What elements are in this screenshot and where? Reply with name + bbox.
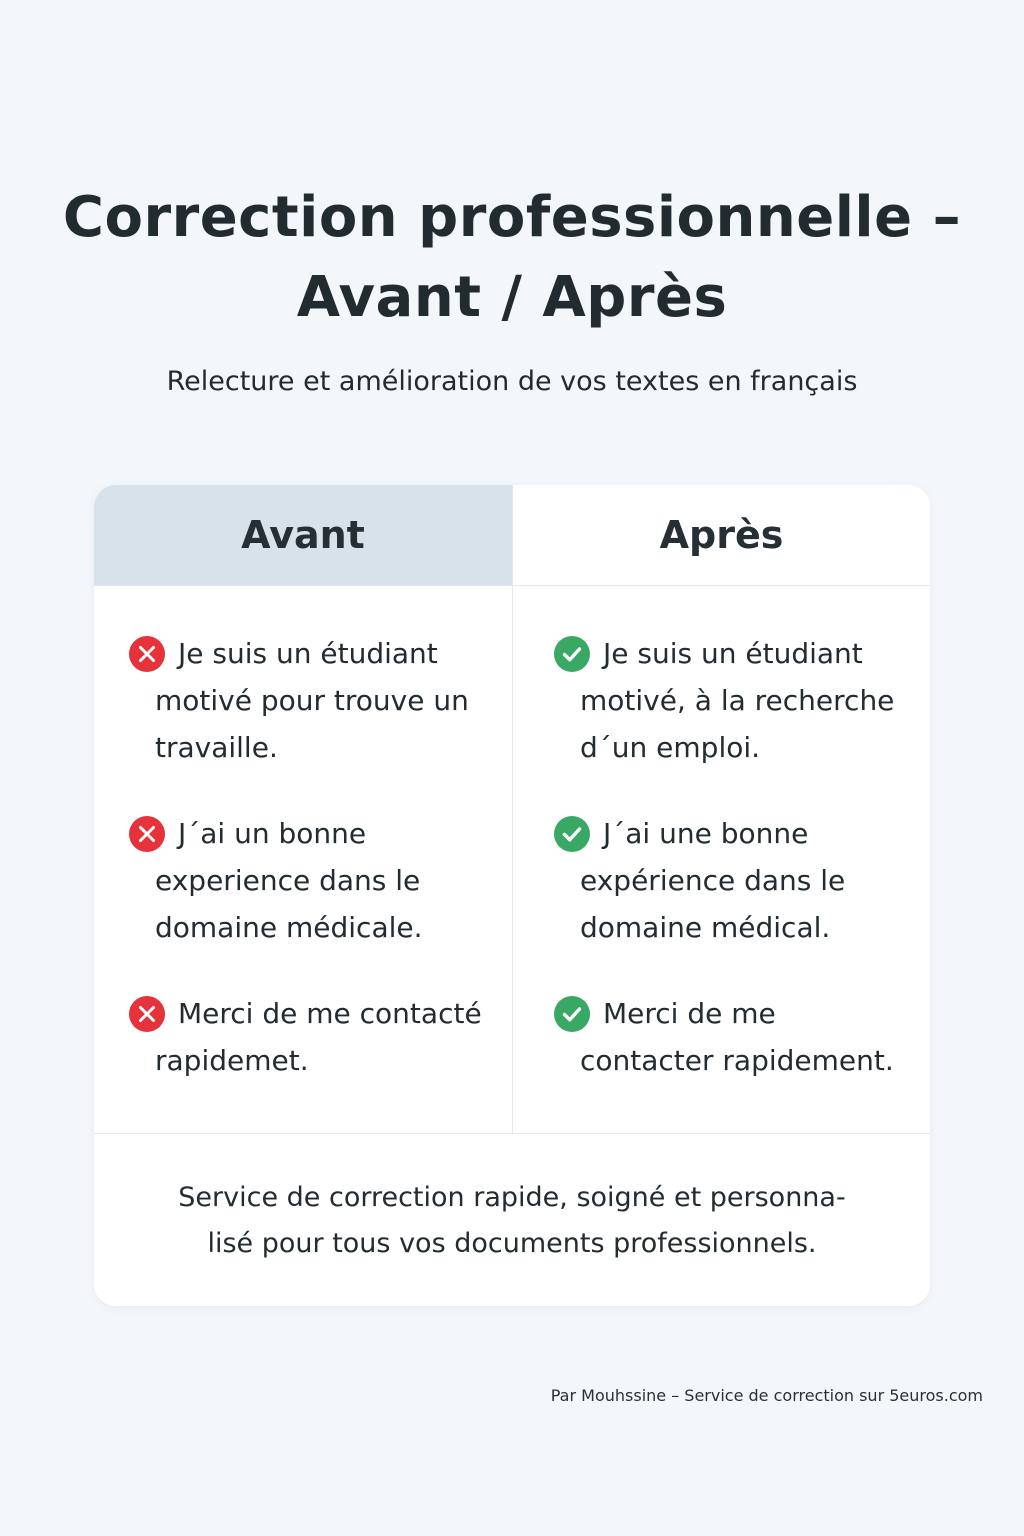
page-subtitle: Relecture et amélioration de vos textes en français (166, 366, 858, 397)
column-divider (512, 585, 513, 1133)
check-icon (554, 996, 590, 1032)
after-item-1 (554, 630, 914, 771)
page-title-line-2: Avant / Après (296, 265, 728, 330)
error-x-icon (129, 996, 165, 1032)
after-item-text: Je suis un étudiant motivé, à la recherche d´un emploi. (580, 637, 895, 764)
service-description (154, 1175, 870, 1267)
error-x-icon (129, 636, 165, 672)
before-item-2 (129, 810, 489, 951)
after-item-3 (554, 990, 914, 1084)
after-column (554, 630, 914, 1123)
author-credit: Par Mouhssine – Service de correction sur 5euros.com (550, 1386, 983, 1405)
before-column-header: Avant (94, 485, 512, 585)
check-icon (554, 636, 590, 672)
footer-divider (94, 1133, 930, 1134)
service-description-line-1: Service de correction rapide, soigné et personna- (178, 1182, 846, 1213)
after-item-2 (554, 810, 914, 951)
after-item-text: J´ai une bonne expérience dans le domaine médical. (580, 817, 846, 944)
check-icon (554, 816, 590, 852)
page-title-line-1: Correction professionnelle – (62, 185, 962, 250)
before-item-text: Merci de me contacté rapidemet. (155, 997, 482, 1077)
error-x-icon (129, 816, 165, 852)
before-item-text: J´ai un bonne experience dans le domaine médicale. (155, 817, 423, 944)
before-item-3 (129, 990, 489, 1084)
before-item-1 (129, 630, 489, 771)
after-column-header: Après (512, 485, 930, 585)
before-item-text: Je suis un étudiant motivé pour trouve un travaille. (155, 637, 469, 764)
service-description-line-2: lisé pour tous vos documents professionnels. (207, 1228, 817, 1259)
page-title (40, 178, 984, 338)
before-column (129, 630, 489, 1123)
comparison-card (94, 485, 930, 1306)
after-item-text: Merci de me contacter rapidement. (580, 997, 894, 1077)
